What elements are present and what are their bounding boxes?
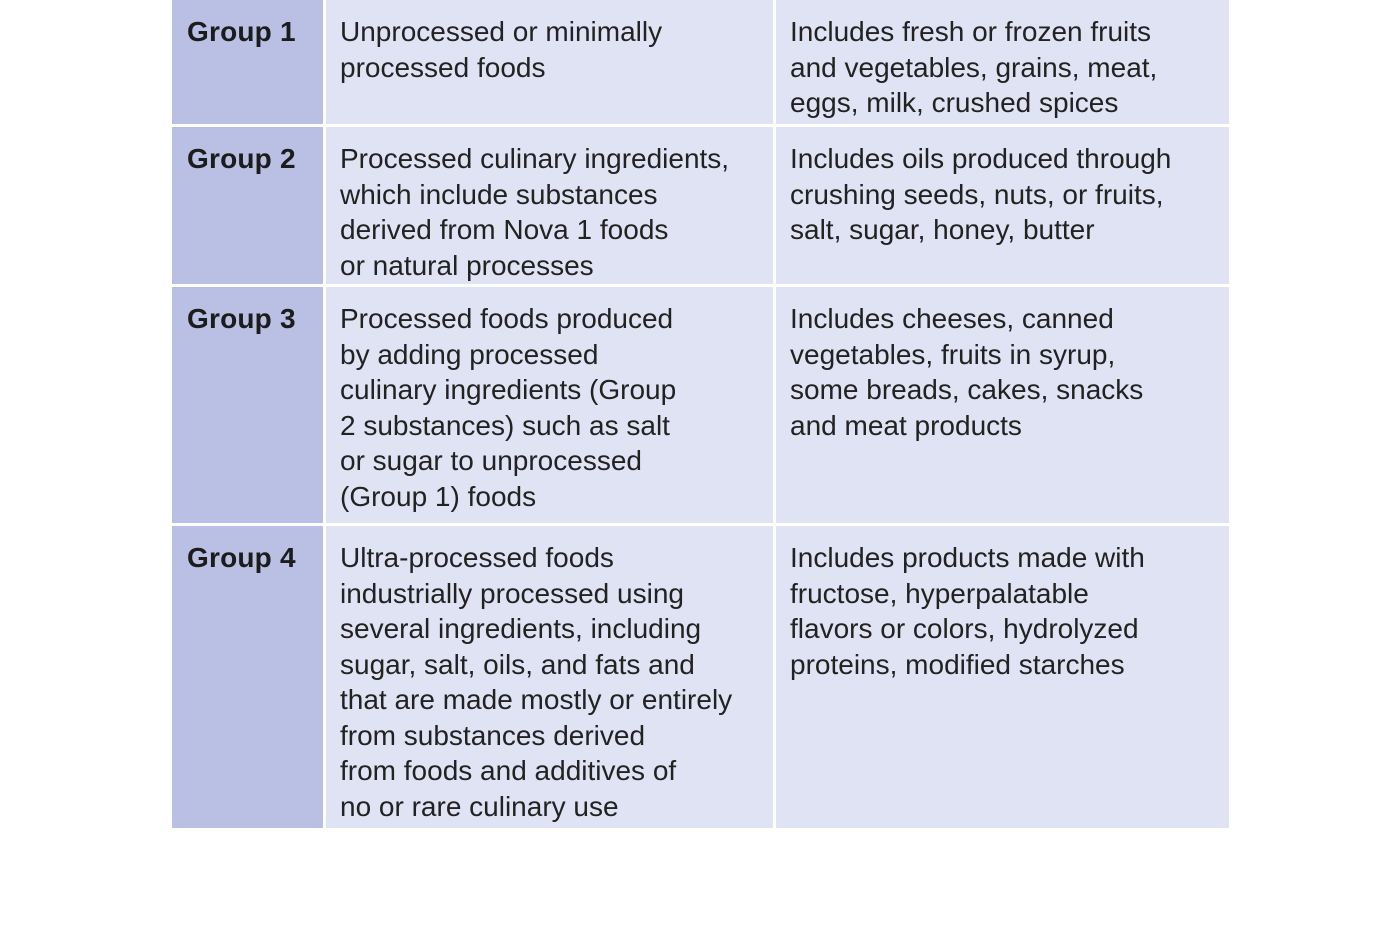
- group-description: Processed culinary ingredients, which include substances derived from Nova 1 foods or natural processes: [340, 143, 730, 281]
- nova-food-groups-table: [172, 0, 1229, 828]
- group-label-cell: [172, 127, 326, 287]
- group-description: Processed foods produced by adding processed culinary ingredients (Group 2 substances) such as salt or sugar to unprocessed (Group 1) foods: [340, 303, 677, 512]
- group-label: Group 3: [187, 303, 296, 334]
- group-examples: Includes products made with fructose, hyperpalatable flavors or colors, hydrolyzed proteins, modified starches: [790, 542, 1145, 680]
- group-label-cell: [172, 0, 326, 127]
- group-label: Group 4: [187, 542, 296, 573]
- description-cell: [326, 127, 776, 287]
- description-cell: [326, 0, 776, 127]
- group-examples: Includes cheeses, canned vegetables, fruits in syrup, some breads, cakes, snacks and meat products: [790, 303, 1144, 441]
- description-cell: [326, 526, 776, 828]
- group-label-cell: [172, 287, 326, 526]
- description-cell: [326, 287, 776, 526]
- group-label-cell: [172, 526, 326, 828]
- examples-cell: [776, 0, 1229, 127]
- group-examples: Includes fresh or frozen fruits and vegetables, grains, meat, eggs, milk, crushed spices: [790, 16, 1158, 118]
- group-description: Ultra-processed foods industrially processed using several ingredients, including sugar, salt, oils, and fats and that are made mostly or entirely from substances derived from foods and additives of no or rare culinary use: [340, 542, 733, 822]
- group-label: Group 1: [187, 16, 296, 47]
- examples-cell: [776, 287, 1229, 526]
- group-description: Unprocessed or minimally processed foods: [340, 16, 663, 83]
- group-label: Group 2: [187, 143, 296, 174]
- group-examples: Includes oils produced through crushing seeds, nuts, or fruits, salt, sugar, honey, butter: [790, 143, 1172, 245]
- examples-cell: [776, 127, 1229, 287]
- examples-cell: [776, 526, 1229, 828]
